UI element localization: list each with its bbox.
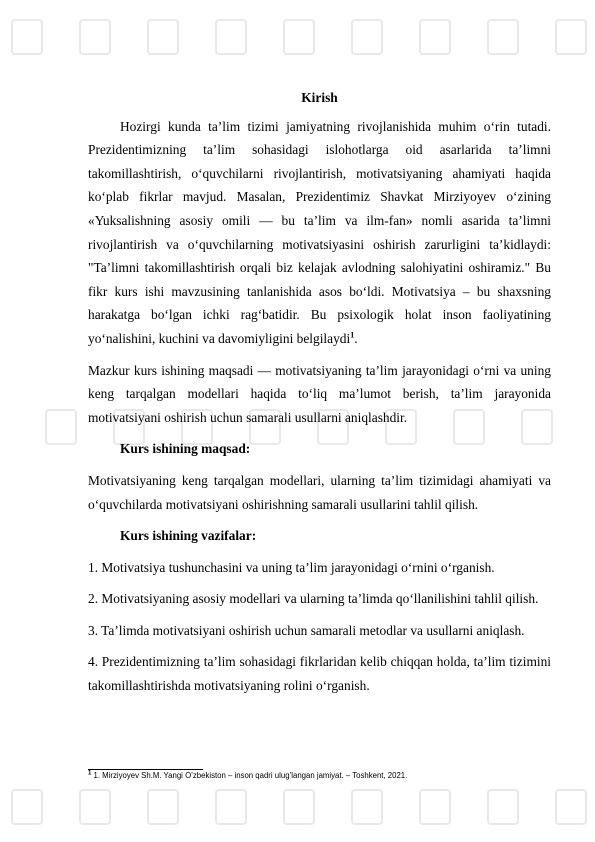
purpose-paragraph: Mazkur kurs ishining maqsadi — motivatsiyaning ta’lim jarayonidagi o‘rni va uning keng tarqalgan modellari haqida to‘liq ma’lumot berish, ta’lim jarayonida motivatsiyani oshirish uchun samarali usullarni aniqlashdir. <box>88 362 551 425</box>
footnote-marker: 1 <box>88 770 92 777</box>
goal-heading: Kurs ishining maqsad: <box>120 441 251 457</box>
footnote <box>88 771 551 781</box>
task-item-3: 3. Ta’limda motivatsiyani oshirish uchun samarali metodlar va usullarni aniqlash. <box>88 622 525 638</box>
task-item-2: 2. Motivatsiyaning asosiy modellari va ularning ta’limda qo‘llanilishini tahlil qilish. <box>88 591 539 607</box>
intro-paragraph-end: . <box>354 330 358 346</box>
footnote-reference[interactable]: 1 <box>350 330 355 340</box>
goal-paragraph: Motivatsiyaning keng tarqalgan modellari, ularning ta’lim tizimidagi ahamiyati va o‘quvchilarda motivatsiyani oshirishning samarali usullarini tahlil qilish. <box>88 472 551 512</box>
intro-paragraph <box>88 115 551 351</box>
document-body <box>88 86 551 698</box>
footnote-text: 1. Mirziyoyev Sh.M. Yangi O’zbekiston – inson qadri ulug’langan jamiyat. – Toshkent, 2021. <box>91 771 408 780</box>
task-item-1: 1. Motivatsiya tushunchasini va uning ta’lim jarayonidagi o‘rnini o‘rganish. <box>88 559 495 575</box>
task-item-4: 4. Prezidentimizning ta’lim sohasidagi fikrlaridan kelib chiqqan holda, ta’lim tizimini takomillashtirishda motivatsiyaning rolini o‘rganish. <box>88 654 551 694</box>
footnote-divider <box>88 769 203 770</box>
tasks-heading: Kurs ishining vazifalar: <box>120 528 257 544</box>
intro-paragraph-text: Hozirgi kunda ta’lim tizimi jamiyatning rivojlanishida muhim o‘rin tutadi. Prezidentimizning ta’lim sohasidagi islohotlarga oid asarlarida ta’limni takomillashtirish, o‘quvchilarni rivojlantirish, motivatsiyaning ahamiyati haqida ko‘plab fikrlar mavjud. Masalan, Prezidentimiz Shavkat Mirziyoyev o‘zining «Yuksalishning asosiy omili — bu ta’lim va ilm-fan» nomli asarida ta’limni rivojlantirish va o‘quvchilarning motivatsiyasini oshirish zarurligini ta’kidlaydi: "Ta’limni takomillashtirish orqali biz kelajak avlodning salohiyatini oshiramiz." Bu fikr kurs ishi mavzusining tanlanishida asos bo‘ldi. Motivatsiya – bu shaxsning harakatga bo‘lgan ichki rag‘batidir. Bu psixologik holat inson faoliyatining yo‘nalishini, kuchini va davomiyligini belgilaydi <box>88 118 551 346</box>
page-title: Kirish <box>301 90 338 105</box>
